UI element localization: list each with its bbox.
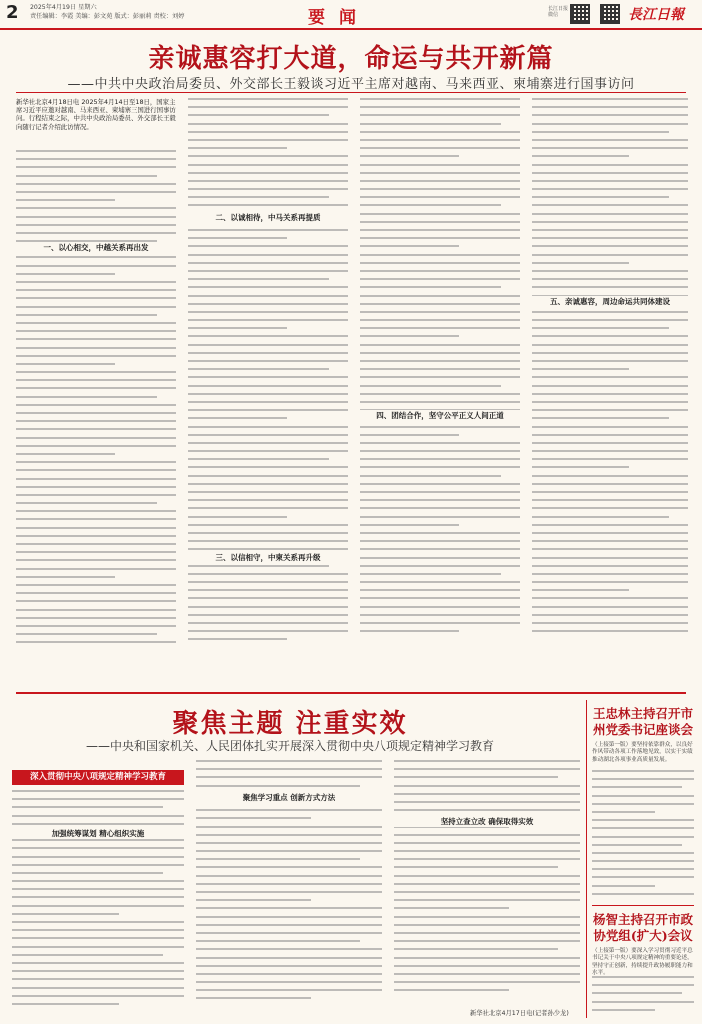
issue-meta [30, 3, 220, 21]
qr-code-icon [570, 4, 590, 24]
sidebar-lead: （上接第一版）要深入学习贯彻习近平总书记关于中央八项规定精神的重要论述，坚持守正创新，持续提升政协履职能力和水平。 [592, 948, 693, 977]
section-heading: 加强统筹谋划 精心组织实施 [12, 828, 184, 839]
text-column [188, 98, 348, 680]
second-headline: 聚焦主题 注重实效 [172, 709, 408, 739]
text-column [592, 976, 694, 1020]
section-heading: 四、团结合作，坚守公平正义人间正道 [360, 410, 520, 421]
text-column [532, 98, 688, 680]
section-heading: 五、亲诚惠容，周边命运共同体建设 [532, 296, 688, 307]
text-column [12, 790, 184, 1014]
main-headline: 亲诚惠容打大道，命运与共开新篇 [148, 44, 554, 74]
page-number: 2 [6, 2, 19, 23]
text-column [394, 760, 580, 1004]
divider [16, 692, 686, 694]
section-heading: 三、以信相守，中柬关系再升级 [188, 552, 348, 563]
sidebar-headline: 杨智主持召开市政协党组(扩大)会议 [592, 912, 693, 943]
section-title: 要闻 [308, 8, 370, 28]
divider [592, 905, 694, 906]
text-column [16, 150, 176, 680]
qr-caption: 长江日报微信 [548, 6, 569, 18]
sidebar-lead: （上接第一版）要坚持依靠群众，以良好作风带动各项工作落地见效，以实干实绩推动湖北各项事业高质量发展。 [592, 742, 693, 763]
text-column [360, 98, 520, 680]
sidebar-headline: 王忠林主持召开市州党委书记座谈会 [592, 706, 693, 737]
issue-date: 2025年4月19日 星期六 [30, 4, 97, 11]
divider [16, 92, 686, 93]
second-subheadline: ——中央和国家机关、人民团体扎实开展深入贯彻中央八项规定精神学习教育 [85, 739, 494, 753]
topic-banner: 深入贯彻中央八项规定精神学习教育 [12, 770, 184, 785]
section-heading: 二、以诚相待，中马关系再提质 [188, 212, 348, 223]
divider [586, 700, 587, 1018]
newspaper-logo: 長江日報 [628, 7, 684, 23]
masthead [0, 0, 702, 30]
section-heading: 聚焦学习重点 创新方式方法 [196, 792, 382, 803]
text-column [592, 770, 694, 898]
section-heading: 坚持立查立改 确保取得实效 [394, 816, 580, 827]
editor-credits: 责任编辑：李霞 美编：彭文苑 版式：彭丽莉 责校：刘婷 [30, 13, 185, 20]
news-credit: 新华社北京4月17日电(记者孙少龙) [470, 1010, 569, 1017]
main-subheadline: ——中共中央政治局委员、外交部长王毅谈习近平主席对越南、马来西亚、柬埔寨进行国事访问 [67, 77, 635, 92]
lead-paragraph: 新华社北京4月18日电 2025年4月14日至18日，国家主席习近平应邀对越南、马来西亚、柬埔寨三国进行国事访问。行程结束之际，中共中央政治局委员、外交部长王毅向随行记者介绍此访情况。 [16, 98, 176, 131]
qr-code-icon [600, 4, 620, 24]
section-heading: 一、以心相交，中越关系再出发 [16, 242, 176, 253]
